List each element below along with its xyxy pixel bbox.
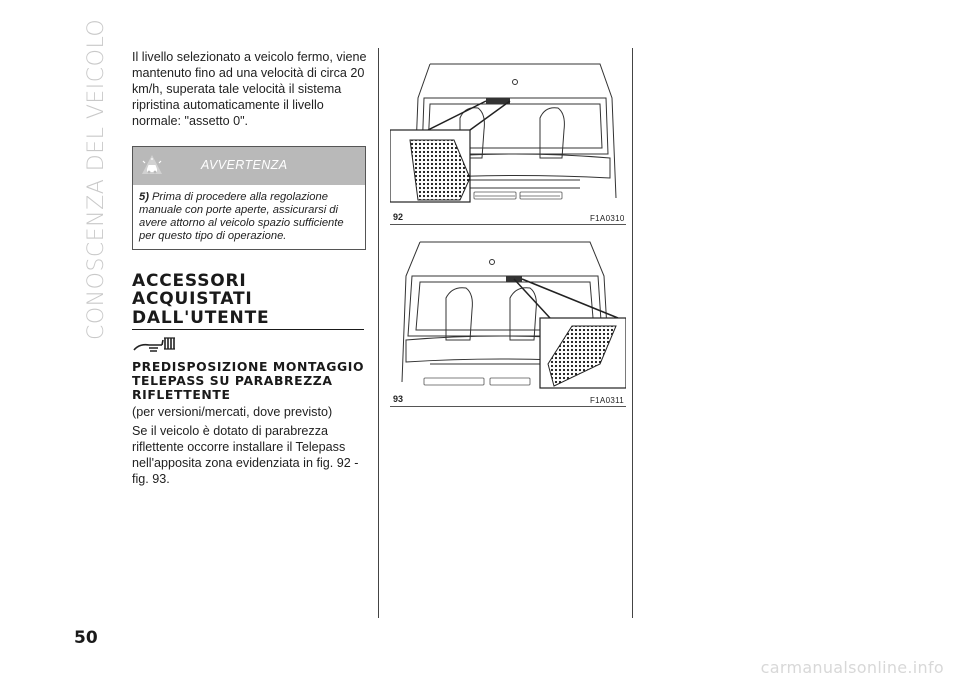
- subheading: PREDISPOSIZIONE MONTAGGIO TELEPASS SU PARABREZZA RIFLETTENTE: [132, 359, 365, 402]
- section-heading: ACCESSORI ACQUISTATI DALL'UTENTE: [132, 272, 364, 331]
- figure-92-illustration: [390, 58, 626, 208]
- figure-divider-bottom: [390, 406, 626, 407]
- section-title: CONOSCENZA DEL VEICOLO: [84, 18, 109, 340]
- warning-text: Prima di procedere alla regolazione manuale con porte aperte, assicurarsi di avere attorno al veicolo spazio sufficiente per questo tipo di operazione.: [139, 190, 344, 242]
- car-warning-icon: [140, 153, 164, 177]
- figure-93-number: 93: [393, 394, 404, 404]
- warning-body: [133, 185, 365, 249]
- intro-paragraph: Il livello selezionato a veicolo fermo, viene mantenuto fino ad una velocità di circa 20 km/h, superata tale velocità il sistema ripristina automaticamente il livello normale: "assetto 0".: [132, 50, 367, 128]
- warning-box: [132, 146, 366, 250]
- column-divider-left: [378, 48, 379, 618]
- warning-number: 5): [139, 190, 149, 203]
- page-number: 50: [74, 628, 98, 648]
- figure-divider: [390, 224, 626, 225]
- figure-93-illustration: [390, 236, 626, 390]
- figure-92-code: F1A0310: [590, 214, 625, 223]
- availability-note: (per versioni/mercati, dove previsto): [132, 405, 333, 420]
- watermark: carmanualsonline.info: [760, 658, 944, 677]
- body-paragraph: Se il veicolo è dotato di parabrezza riflettente occorre installare il Telepass nell'apposita zona evidenziata in fig. 92 - fig. 93.: [132, 424, 359, 487]
- figure-92-number: 92: [393, 212, 404, 222]
- figure-93-code: F1A0311: [590, 396, 624, 405]
- warning-header: [133, 147, 365, 185]
- text-column: [132, 50, 368, 488]
- hand-pointing-icon: [132, 336, 176, 354]
- column-divider-right: [632, 48, 633, 618]
- warning-label: AVVERTENZA: [201, 157, 288, 172]
